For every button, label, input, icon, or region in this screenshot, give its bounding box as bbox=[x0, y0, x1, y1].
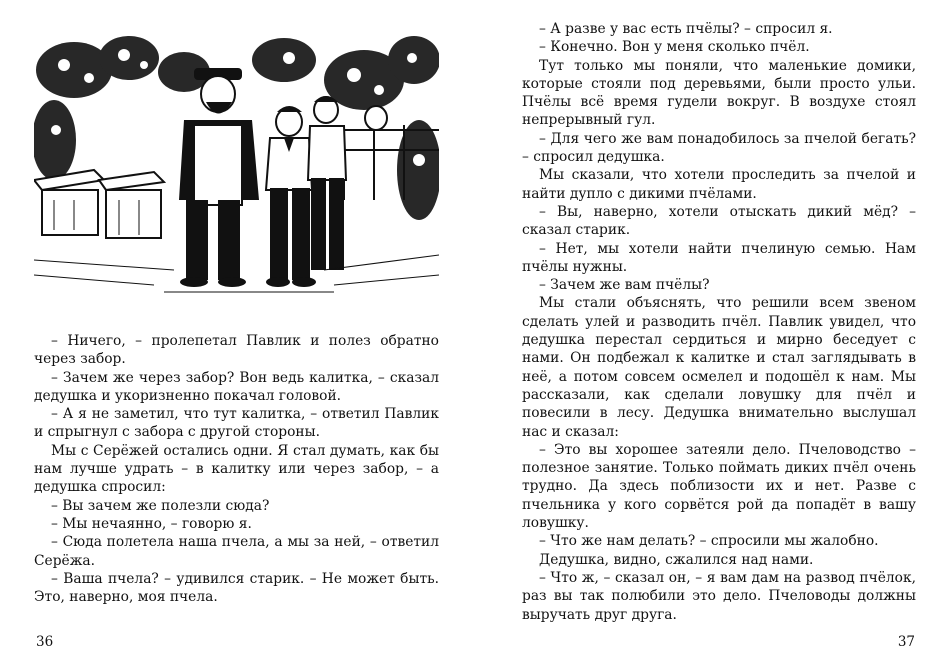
paragraph: – Мы нечаянно, – говорю я. bbox=[51, 515, 252, 532]
paragraph: – Ваша пчела? – удивился старик. – Не может быть. Это, наверно, моя пчела. bbox=[34, 570, 439, 606]
paragraph: – Вы зачем же полезли сюда? bbox=[51, 497, 270, 514]
page-number-left: 36 bbox=[36, 634, 54, 650]
right-page bbox=[476, 0, 951, 662]
paragraph: – Ничего, – пролепетал Павлик и полез обратно через забор. bbox=[34, 333, 439, 368]
paragraph: Мы сказали, что хотели проследить за пчелой и найти дупло с дикими пчёлами. bbox=[522, 167, 916, 202]
paragraph: – Что ж, – сказал он, – я вам дам на развод пчёлок, раз вы так полюбили это дело. Пчеловоды должны выручать друг друга. bbox=[522, 569, 916, 623]
paragraph: – Для чего же вам понадобилось за пчелой бегать? – спросил дедушка. bbox=[522, 130, 916, 166]
illustration-drawing bbox=[34, 30, 439, 302]
beekeeper-illustration bbox=[34, 30, 439, 302]
page-number-right: 37 bbox=[897, 634, 915, 650]
paragraph: – А разве у вас есть пчёлы? – спросил я. bbox=[539, 21, 833, 37]
left-page bbox=[0, 0, 475, 662]
paragraph: Дедушка, видно, сжалился над нами. bbox=[539, 551, 814, 568]
paragraph: – Что же нам делать? – спросили мы жалобно. bbox=[539, 533, 879, 550]
paragraph: Мы с Серёжей остались одни. Я стал думать, как бы нам лучше удрать – в калитку или через забор, – а дедушка спросил: bbox=[34, 442, 439, 496]
paragraph: – Конечно. Вон у меня сколько пчёл. bbox=[539, 39, 810, 56]
paragraph: – Это вы хорошее затеяли дело. Пчеловодство – полезное занятие. Только поймать диких пчёл очень трудно. Да здесь поблизости их и нет. Разве с пчельника у кого сорвётся рой да попадёт в вашу ловушку. bbox=[522, 441, 916, 532]
paragraph: – Нет, мы хотели найти пчелиную семью. Нам пчёлы нужны. bbox=[522, 240, 916, 275]
right-page-text bbox=[522, 20, 916, 624]
left-page-text bbox=[34, 332, 439, 606]
paragraph: – А я не заметил, что тут калитка, – ответил Павлик и спрыгнул с забора с другой стороны. bbox=[34, 406, 439, 441]
paragraph: Тут только мы поняли, что маленькие домики, которые стояли под деревьями, были просто ульи. Пчёлы всё время гудели вокруг. В воздухе стоял непрерывный гул. bbox=[522, 57, 916, 129]
paragraph: – Вы, наверно, хотели отыскать дикий мёд? – сказал старик. bbox=[522, 203, 916, 239]
paragraph: – Зачем же через забор? Вон ведь калитка, – сказал дедушка и укоризненно покачал головой. bbox=[34, 369, 439, 404]
paragraph: – Сюда полетела наша пчела, а мы за ней, – ответил Серёжа. bbox=[34, 534, 439, 569]
paragraph: – Зачем же вам пчёлы? bbox=[539, 277, 710, 294]
paragraph: Мы стали объяснять, что решили всем звеном сделать улей и разводить пчёл. Павлик увидел, что дедушка перестал сердиться и мирно беседует с нами. Он подбежал к калитке и стал заглядывать в неё, а потом совсем осмелел и подошёл к нам. Мы рассказали, как сделали ловушку для пчёл и повесили в лесу. Дедушка внимательно выслушал нас и сказал: bbox=[522, 295, 916, 440]
